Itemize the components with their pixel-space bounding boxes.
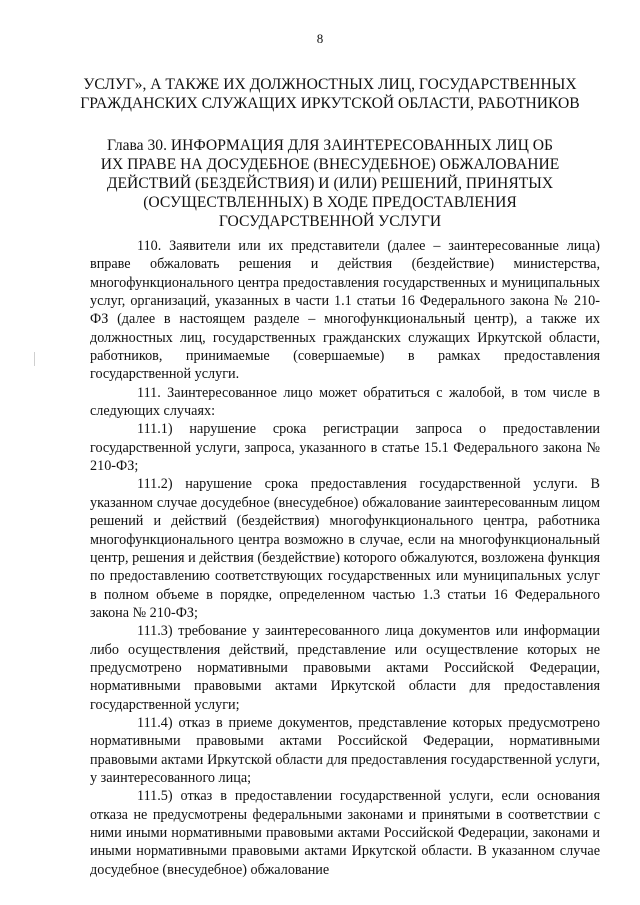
paragraph-111-3: 111.3) требование у заинтересованного лица документов или информации либо осуществления действий, представление или осуществление которых не предусмотрено нормативными правовыми актами Российской Федерации, нормативными правовыми актами Иркутской области для предоставления государственной услуги;	[90, 623, 600, 713]
paragraph-111-4: 111.4) отказ в приеме документов, представление которых предусмотрено нормативными правовыми актами Российской Федерации, нормативными правовыми актами Иркутской области для предоставления государственной услуги, у заинтересованного лица;	[90, 714, 600, 786]
section-heading-continuation: УСЛУГ», А ТАКЖЕ ИХ ДОЛЖНОСТНЫХ ЛИЦ, ГОСУДАРСТВЕННЫХ ГРАЖДАНСКИХ СЛУЖАЩИХ ИРКУТСКОЙ ОБЛАСТИ, РАБОТНИКОВ	[80, 76, 580, 112]
chapter-title: Глава 30. ИНФОРМАЦИЯ ДЛЯ ЗАИНТЕРЕСОВАННЫХ ЛИЦ ОБ ИХ ПРАВЕ НА ДОСУДЕБНОЕ (ВНЕСУДЕБНОЕ) ОБЖАЛОВАНИЕ ДЕЙСТВИЙ (БЕЗДЕЙСТВИЯ) И (ИЛИ) РЕШЕНИЙ, ПРИНЯТЫХ (ОСУЩЕСТВЛЕННЫХ) В ХОДЕ ПРЕДОСТАВЛЕНИЯ ГОСУДАРСТВЕННОЙ УСЛУГИ	[100, 137, 560, 230]
paragraph-110: 110. Заявители или их представители (далее – заинтересованные лица) вправе обжаловать решения и действия (бездействие) министерства, многофункционального центра предоставления государственных и муниципальных услуг, организаций, указанных в части 1.1 статьи 16 Федерального закона № 210-ФЗ (далее в настоящем разделе – многофункциональный центр), а также их должностных лиц, государственных гражданских служащих Иркутской области, работников, принимаемые (совершаемые) в рамках предоставления государственной услуги.	[90, 238, 600, 383]
paragraph-111-2: 111.2) нарушение срока предоставления государственной услуги. В указанном случае досудебное (внесудебное) обжалование заинтересованным лицом решений и действий (бездействия) многофункционального центра, работника многофункционального центра возможно в случае, если на многофункциональный центр, решения и действия (бездействие) которого обжалуются, возложена функция по предоставлению соответствующих государственных или муниципальных услуг в полном объеме в порядке, определенном частью 1.3 статьи 16 Федерального закона № 210-ФЗ;	[90, 476, 600, 621]
paragraph-111-1: 111.1) нарушение срока регистрации запроса о предоставлении государственной услуги, запроса, указанного в статье 15.1 Федерального закона № 210-ФЗ;	[90, 421, 600, 475]
paragraph-111: 111. Заинтересованное лицо может обратиться с жалобой, в том числе в следующих случаях:	[90, 384, 600, 420]
scan-margin-mark	[34, 352, 35, 366]
paragraph-111-5: 111.5) отказ в предоставлении государственной услуги, если основания отказа не предусмотрены федеральными законами и принятыми в соответствии с ними иными нормативными правовыми актами Российской Федерации, законами и иными нормативными правовыми актами Иркутской области. В указанном случае досудебное (внесудебное) обжалование	[90, 788, 600, 878]
page-number: 8	[316, 31, 324, 46]
document-body	[90, 237, 600, 879]
